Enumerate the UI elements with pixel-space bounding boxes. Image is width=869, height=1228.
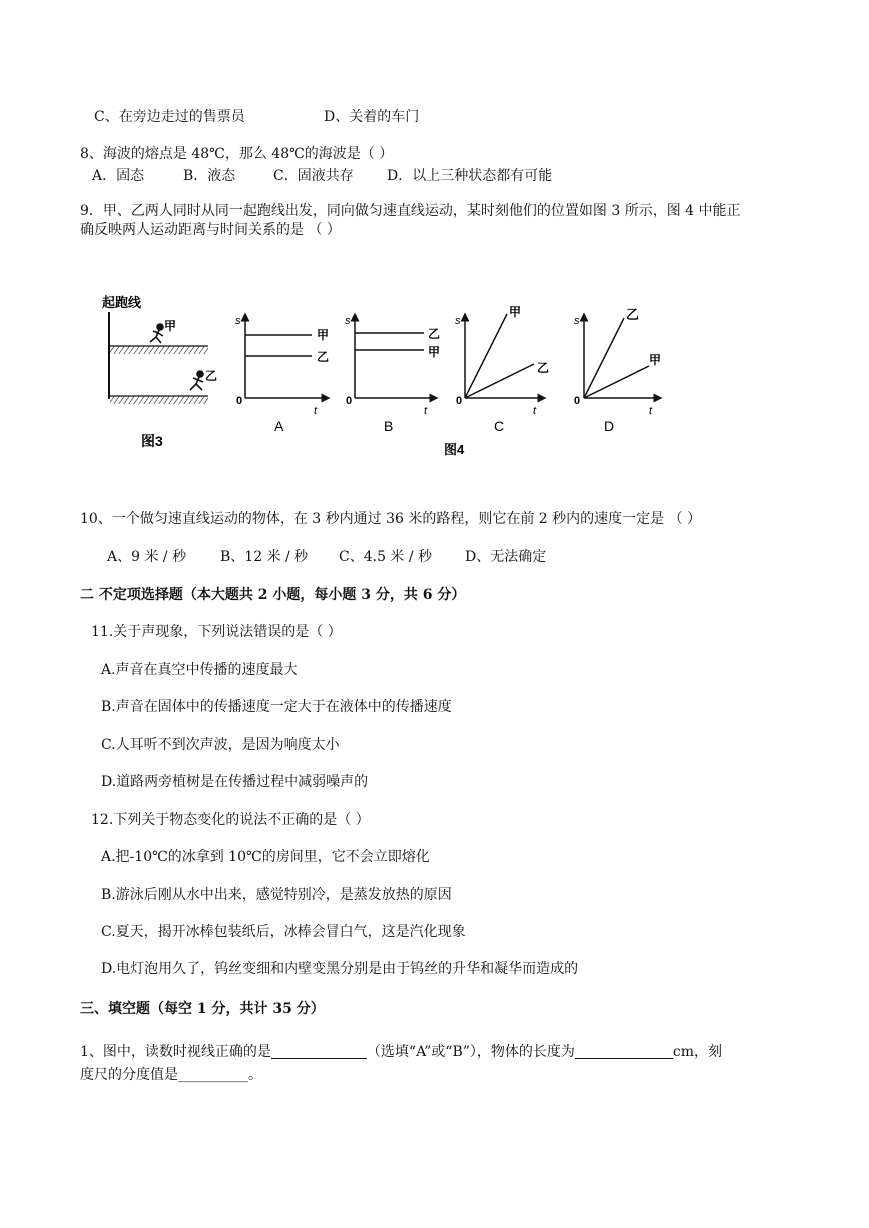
- graph-c-line-shallow: [465, 364, 534, 398]
- q9-stem-line1: 9．甲、乙两人同时从同一起跑线出发，同向做匀速直线运动，某时刻他们的位置如图 3 所示，图 4 中能正: [80, 203, 741, 219]
- graph-a-axis-s: s: [235, 315, 241, 327]
- graph-b: [345, 314, 440, 434]
- fill-1-blank-a[interactable]: [271, 1044, 367, 1059]
- q11-option-a: A.声音在真空中传播的速度最大: [101, 662, 298, 678]
- graph-d-axis-s: s: [574, 315, 580, 327]
- graph-d-line-shallow: [584, 366, 649, 398]
- fig3-caption: 图3: [141, 433, 163, 449]
- q7-option-c: C、在旁边走过的售票员: [94, 109, 245, 125]
- q10-stem: 10、一个做匀速直线运动的物体，在 3 秒内通过 36 米的路程，则它在前 2 秒内的速度一定是 （ ）: [80, 511, 702, 527]
- fill-1-part1: 1、图中，读数时视线正确的是: [80, 1044, 271, 1060]
- q12-option-a: A.把-10℃的冰拿到 10℃的房间里，它不会立即熔化: [101, 849, 430, 865]
- q11-option-b: B.声音在固体中的传播速度一定大于在液体中的传播速度: [101, 699, 452, 715]
- q11-stem: 11.关于声现象，下列说法错误的是（ ）: [91, 624, 342, 640]
- track-lane-bottom: [110, 396, 208, 404]
- graph-a-origin: 0: [236, 395, 243, 407]
- runner-yi-label: 乙: [205, 369, 218, 383]
- q7-option-d: D、关着的车门: [324, 109, 420, 125]
- graph-b-origin: 0: [346, 395, 353, 407]
- q8-stem: 8、海波的熔点是 48℃，那么 48℃的海波是（ ）: [80, 146, 394, 162]
- q10-option-d: D、无法确定: [465, 549, 547, 565]
- graph-c: [455, 305, 549, 434]
- graph-a-label-upper: 甲: [317, 328, 330, 342]
- fill-1-line2-start: 度尺的分度值是: [80, 1067, 178, 1083]
- fill-1-line2-end: 。: [248, 1067, 262, 1083]
- graph-c-caption: C: [494, 418, 505, 434]
- section-3-heading: 三、填空题（每空 1 分，共计 35 分）: [80, 1001, 325, 1017]
- track-lane-top: [110, 346, 208, 354]
- graph-b-axis-t: t: [424, 405, 428, 417]
- graph-c-origin: 0: [456, 395, 463, 407]
- q12-option-c: C.夏天，揭开冰棒包装纸后，冰棒会冒白气，这是汽化现象: [101, 924, 466, 940]
- motion-figure: [96, 286, 668, 464]
- start-line-label: 起跑线: [102, 295, 142, 310]
- graph-a-caption: A: [274, 418, 284, 434]
- section-2-heading: 二 不定项选择题（本大题共 2 小题，每小题 3 分，共 6 分）: [80, 587, 466, 603]
- graph-d-label-shallow: 甲: [649, 353, 662, 367]
- graph-b-axis-s: s: [345, 315, 351, 327]
- graph-d-origin: 0: [574, 395, 581, 407]
- graph-c-label-shallow: 乙: [537, 361, 550, 375]
- graph-a: [235, 314, 329, 434]
- graph-a-label-lower: 乙: [317, 350, 330, 364]
- graph-b-label-upper: 乙: [428, 327, 441, 341]
- graph-b-caption: B: [384, 418, 394, 434]
- graph-c-label-steep: 甲: [509, 305, 522, 319]
- fig4-caption: 图4: [444, 442, 465, 457]
- graph-c-axis-t: t: [533, 405, 537, 417]
- q12-stem: 12.下列关于物态变化的说法不正确的是（ ）: [91, 812, 370, 828]
- q8-option-b: B．液态: [183, 168, 236, 184]
- graph-d-label-steep: 乙: [626, 307, 640, 322]
- q11-option-c: C.人耳听不到次声波，是因为响度太小: [101, 737, 340, 753]
- graph-b-label-lower: 甲: [428, 345, 441, 359]
- graph-c-line-steep: [465, 314, 507, 398]
- q10-option-b: B、12 米 / 秒: [220, 549, 309, 565]
- runner-jia-label: 甲: [164, 319, 177, 333]
- fill-1-blank-c[interactable]: __________: [178, 1067, 248, 1083]
- graph-d-caption: D: [604, 418, 615, 434]
- graph-a-axis-t: t: [314, 405, 318, 417]
- figure-3: [102, 295, 217, 449]
- fill-1-line1: [80, 1043, 722, 1061]
- fill-1-line2: [80, 1066, 262, 1084]
- fill-1-part2: （选填“A”或“B”），物体的长度为: [366, 1044, 575, 1060]
- runner-jia-icon: [150, 324, 163, 343]
- fill-1-part3: cm，刻: [672, 1044, 723, 1060]
- q10-option-a: A、9 米 / 秒: [107, 549, 187, 565]
- q8-option-d: D．以上三种状态都有可能: [387, 168, 553, 184]
- q12-option-b: B.游泳后刚从水中出来，感觉特别冷，是蒸发放热的原因: [101, 887, 452, 903]
- q12-option-d: D.电灯泡用久了，钨丝变细和内壁变黑分别是由于钨丝的升华和凝华而造成的: [101, 961, 579, 977]
- graph-c-axis-s: s: [455, 315, 461, 327]
- q8-option-c: C．固液共存: [273, 168, 354, 184]
- q9-stem-line2: 确反映两人运动距离与时间关系的是 （ ）: [80, 222, 341, 238]
- q8-option-a: A．固态: [92, 168, 145, 184]
- q10-option-c: C、4.5 米 / 秒: [339, 549, 433, 565]
- q11-option-d: D.道路两旁植树是在传播过程中减弱噪声的: [101, 774, 369, 790]
- graph-d-axis-t: t: [649, 405, 653, 417]
- fill-1-blank-b[interactable]: [575, 1044, 673, 1059]
- graph-d: [574, 307, 661, 434]
- runner-yi-icon: [190, 371, 203, 390]
- graph-d-line-steep: [584, 318, 624, 398]
